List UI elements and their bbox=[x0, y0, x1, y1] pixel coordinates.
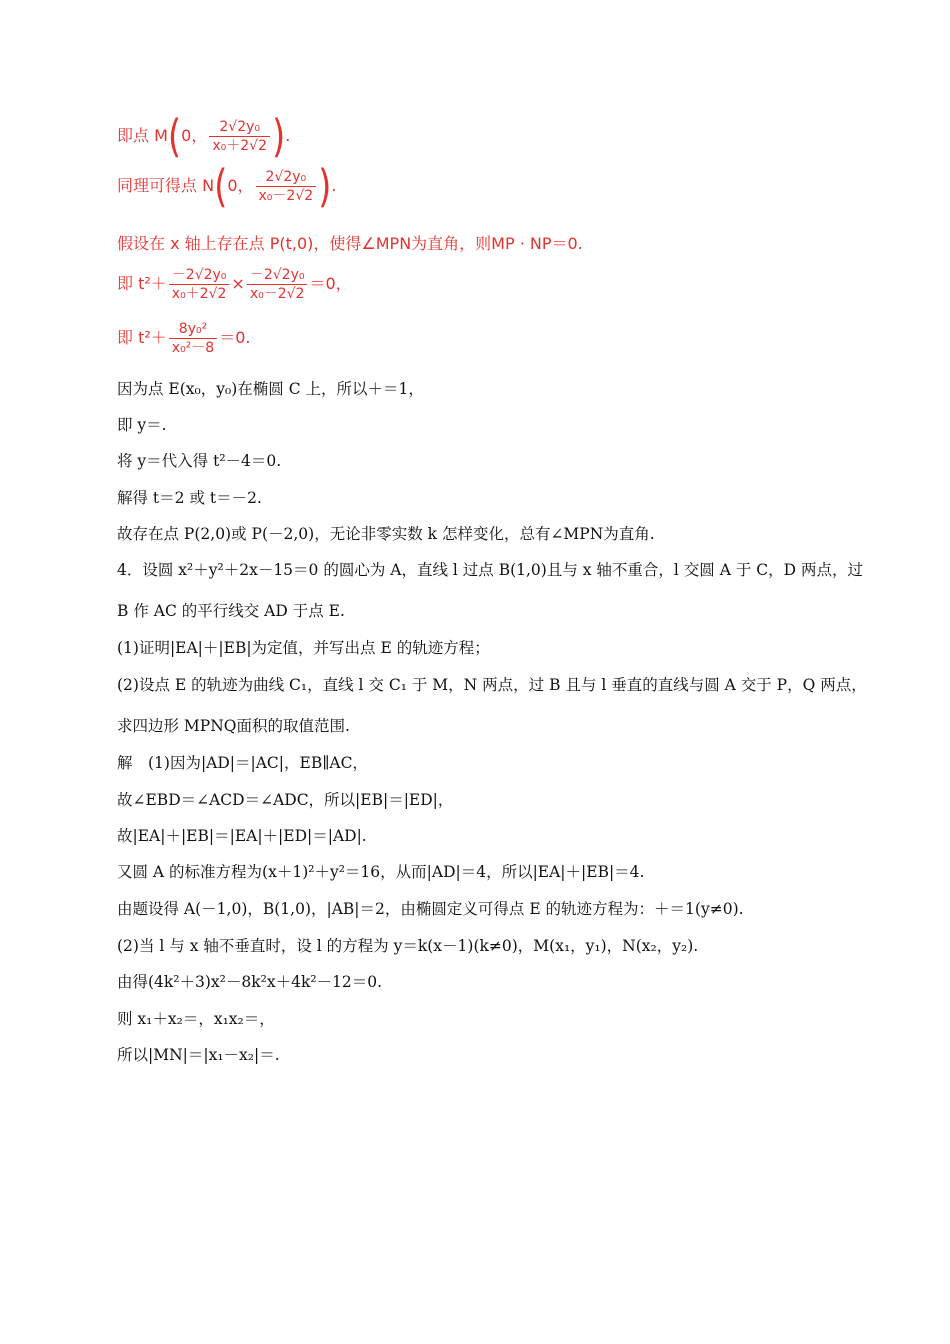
fraction bbox=[256, 168, 317, 205]
paren-open: ( bbox=[214, 160, 228, 213]
red-line-4 bbox=[117, 266, 352, 303]
solution-line: 解 (1)因为|AD|＝|AC|，EB∥AC， bbox=[117, 754, 368, 772]
fraction-denominator: x₀²－8 bbox=[171, 340, 215, 356]
red-line-1-coord: 0， bbox=[181, 126, 208, 145]
red-line-2-suffix: . bbox=[331, 176, 337, 195]
red-line-2-coord: 0， bbox=[227, 176, 254, 195]
red-line-3: 假设在 x 轴上存在点 P(t,0)，使得∠MPN为直角，则MP · NP＝0. bbox=[117, 234, 583, 253]
red-line-5-suffix: ＝0. bbox=[219, 328, 251, 347]
fraction-numerator: －2√2y₀ bbox=[247, 266, 308, 285]
times-sign: × bbox=[231, 274, 245, 293]
fraction-numerator: 2√2y₀ bbox=[256, 168, 317, 187]
text-line: 故存在点 P(2,0)或 P(－2,0)，无论非零实数 k 怎样变化，总有∠MPN为直角. bbox=[117, 525, 655, 543]
red-line-1-prefix: 即点 M bbox=[117, 126, 168, 145]
fraction-denominator: x₀＋2√2 bbox=[171, 286, 227, 302]
problem-line: (1)证明|EA|＋|EB|为定值，并写出点 E 的轨迹方程； bbox=[117, 639, 490, 657]
solution-line: 故∠EBD＝∠ACD＝∠ADC，所以|EB|＝|ED|， bbox=[117, 791, 454, 809]
text-line: 解得 t＝2 或 t＝－2. bbox=[117, 489, 262, 507]
red-line-5 bbox=[117, 320, 250, 357]
paren-close: ) bbox=[272, 110, 286, 163]
text-line: 即 y＝. bbox=[117, 416, 167, 434]
fraction-numerator: 2√2y₀ bbox=[209, 118, 270, 137]
paren-open: ( bbox=[167, 110, 182, 163]
fraction bbox=[169, 320, 217, 357]
red-line-1 bbox=[117, 110, 291, 163]
solution-line: 由题设得 A(－1,0)，B(1,0)，|AB|＝2，由椭圆定义可得点 E 的轨迹方程为：＋＝1(y≠0). bbox=[117, 900, 744, 918]
paren-close: ) bbox=[318, 160, 332, 213]
fraction-denominator: x₀－2√2 bbox=[249, 286, 305, 302]
solution-line: 所以|MN|＝|x₁－x₂|＝. bbox=[117, 1046, 280, 1064]
text-line: 将 y＝代入得 t²－4＝0. bbox=[117, 452, 282, 470]
problem-line: 4．设圆 x²＋y²＋2x－15＝0 的圆心为 A，直线 l 过点 B(1,0)且与 x 轴不重合，l 交圆 A 于 C，D 两点，过 bbox=[117, 561, 863, 579]
red-line-5-prefix: 即 t²＋ bbox=[117, 328, 167, 347]
solution-line: 又圆 A 的标准方程为(x＋1)²＋y²＝16，从而|AD|＝4，所以|EA|＋|EB|＝4. bbox=[117, 863, 645, 881]
fraction bbox=[209, 118, 270, 155]
text-line: 因为点 E(x₀，y₀)在椭圆 C 上，所以＋＝1， bbox=[117, 380, 424, 398]
problem-line: (2)设点 E 的轨迹为曲线 C₁，直线 l 交 C₁ 于 M，N 两点，过 B 且与 l 垂直的直线与圆 A 交于 P，Q 两点， bbox=[117, 676, 867, 694]
solution-line: 由得(4k²＋3)x²－8k²x＋4k²－12＝0. bbox=[117, 973, 383, 991]
red-line-4-suffix: ＝0， bbox=[309, 274, 352, 293]
red-line-4-prefix: 即 t²＋ bbox=[117, 274, 167, 293]
problem-line: 求四边形 MPNQ面积的取值范围. bbox=[117, 717, 350, 735]
fraction-denominator: x₀－2√2 bbox=[258, 188, 314, 204]
fraction-numerator: －2√2y₀ bbox=[169, 266, 230, 285]
solution-line: (2)当 l 与 x 轴不垂直时，设 l 的方程为 y＝k(x－1)(k≠0)，M(x₁，y₁)，N(x₂，y₂). bbox=[117, 937, 699, 955]
solution-line: 故|EA|＋|EB|＝|EA|＋|ED|＝|AD|. bbox=[117, 827, 367, 845]
solution-line: 则 x₁＋x₂＝，x₁x₂＝， bbox=[117, 1010, 275, 1028]
fraction bbox=[247, 266, 308, 303]
red-line-2 bbox=[117, 160, 337, 213]
problem-line: B 作 AC 的平行线交 AD 于点 E. bbox=[117, 602, 345, 620]
red-line-2-prefix: 同理可得点 N bbox=[117, 176, 215, 195]
fraction-denominator: x₀＋2√2 bbox=[212, 138, 267, 154]
fraction bbox=[169, 266, 230, 303]
red-line-1-suffix: . bbox=[285, 126, 291, 145]
fraction-numerator: 8y₀² bbox=[169, 320, 217, 339]
